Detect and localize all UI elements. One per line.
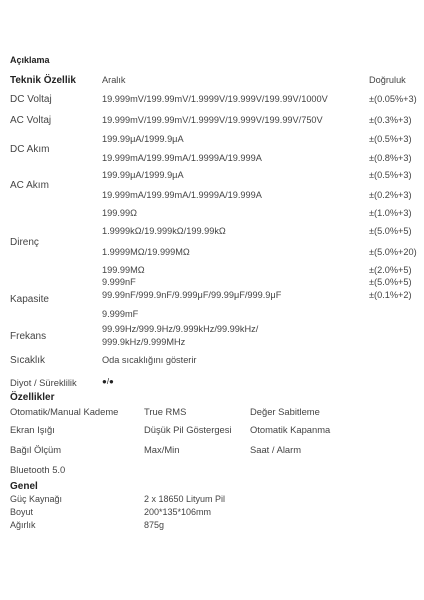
dc-voltage-label: DC Voltaj — [10, 94, 52, 105]
ac-current-label: AC Akım — [10, 180, 49, 191]
frequency-label: Frekans — [10, 331, 47, 342]
diode-continuity-icons: ●/● — [102, 377, 114, 386]
resistance-range-3: 1.9999MΩ/19.999MΩ — [102, 247, 190, 257]
temperature-label: Sıcaklık — [10, 355, 46, 366]
features-heading: Özellikler — [10, 392, 55, 403]
capacitance-range-4: 9.999mF — [102, 309, 139, 319]
resistance-label: Direnç — [10, 237, 39, 248]
feature-bluetooth: Bluetooth 5.0 — [10, 464, 66, 475]
ac-current-range-1: 199.99μA/1999.9μA — [102, 170, 184, 180]
feature-auto-power-off: Otomatik Kapanma — [250, 424, 331, 435]
capacitance-label: Kapasite — [10, 294, 49, 305]
temperature-range: Oda sıcaklığını gösterir — [102, 355, 197, 365]
feature-auto-manual-range: Otomatik/Manual Kademe — [10, 406, 119, 417]
general-power-label: Güç Kaynağı — [10, 494, 63, 504]
resistance-range-2: 1.9999kΩ/19.999kΩ/199.99kΩ — [102, 226, 226, 236]
feature-data-hold: Değer Sabitleme — [250, 406, 320, 417]
dc-current-accuracy-1: ±(0.5%+3) — [369, 134, 412, 144]
general-heading: Genel — [10, 481, 38, 492]
feature-max-min: Max/Min — [144, 444, 180, 455]
general-weight-label: Ağırlık — [10, 520, 36, 530]
capacitance-accuracy-2: ±(5.0%+5) — [369, 277, 412, 287]
capacitance-range-1: 199.99MΩ — [102, 265, 145, 275]
dc-voltage-accuracy: ±(0.05%+3) — [369, 94, 417, 104]
general-size-value: 200*135*106mm — [144, 507, 212, 517]
feature-clock-alarm: Saat / Alarm — [250, 444, 302, 455]
resistance-range-1: 199.99Ω — [102, 208, 137, 218]
dc-current-range-2: 19.999mA/199.99mA/1.9999A/19.999A — [102, 153, 262, 163]
ac-current-accuracy-2: ±(0.2%+3) — [369, 190, 412, 200]
dc-current-accuracy-2: ±(0.8%+3) — [369, 153, 412, 163]
page-title: Açıklama — [10, 55, 50, 65]
capacitance-accuracy-1: ±(2.0%+5) — [369, 265, 412, 275]
spec-header-range: Aralık — [102, 75, 126, 85]
general-size-label: Boyut — [10, 507, 34, 517]
capacitance-accuracy-3: ±(0.1%+2) — [369, 290, 412, 300]
general-power-value: 2 x 18650 Lityum Pil — [144, 494, 226, 504]
ac-current-accuracy-1: ±(0.5%+3) — [369, 170, 412, 180]
ac-voltage-label: AC Voltaj — [10, 115, 52, 126]
general-weight-value: 875g — [144, 520, 165, 530]
diode-label: Diyot / Süreklilik — [10, 377, 77, 388]
resistance-accuracy-2: ±(5.0%+5) — [369, 226, 412, 236]
capacitance-range-3: 99.99nF/999.9nF/9.999μF/99.99μF/999.9μF — [102, 290, 282, 300]
resistance-accuracy-3: ±(5.0%+20) — [369, 247, 417, 257]
dc-voltage-range: 19.999mV/199.99mV/1.9999V/19.999V/199.99V/1000V — [102, 94, 328, 104]
feature-backlight: Ekran Işığı — [10, 424, 55, 435]
ac-voltage-accuracy: ±(0.3%+3) — [369, 115, 412, 125]
feature-true-rms: True RMS — [144, 406, 187, 417]
frequency-range-line-2: 999.9kHz/9.999MHz — [102, 337, 186, 347]
spec-header-accuracy: Doğruluk — [369, 75, 406, 85]
ac-voltage-range: 19.999mV/199.99mV/1.9999V/19.999V/199.99V/750V — [102, 115, 323, 125]
frequency-range-line-1: 99.99Hz/999.9Hz/9.999kHz/99.99kHz/ — [102, 324, 259, 334]
capacitance-range-2: 9.999nF — [102, 277, 136, 287]
resistance-accuracy-1: ±(1.0%+3) — [369, 208, 412, 218]
ac-current-range-2: 19.999mA/199.99mA/1.9999A/19.999A — [102, 190, 262, 200]
dc-current-range-1: 199.99μA/1999.9μA — [102, 134, 184, 144]
feature-relative-measurement: Bağıl Ölçüm — [10, 444, 62, 455]
spec-header-feature: Teknik Özellik — [10, 75, 76, 86]
feature-low-battery: Düşük Pil Göstergesi — [144, 424, 232, 435]
dc-current-label: DC Akım — [10, 144, 50, 155]
